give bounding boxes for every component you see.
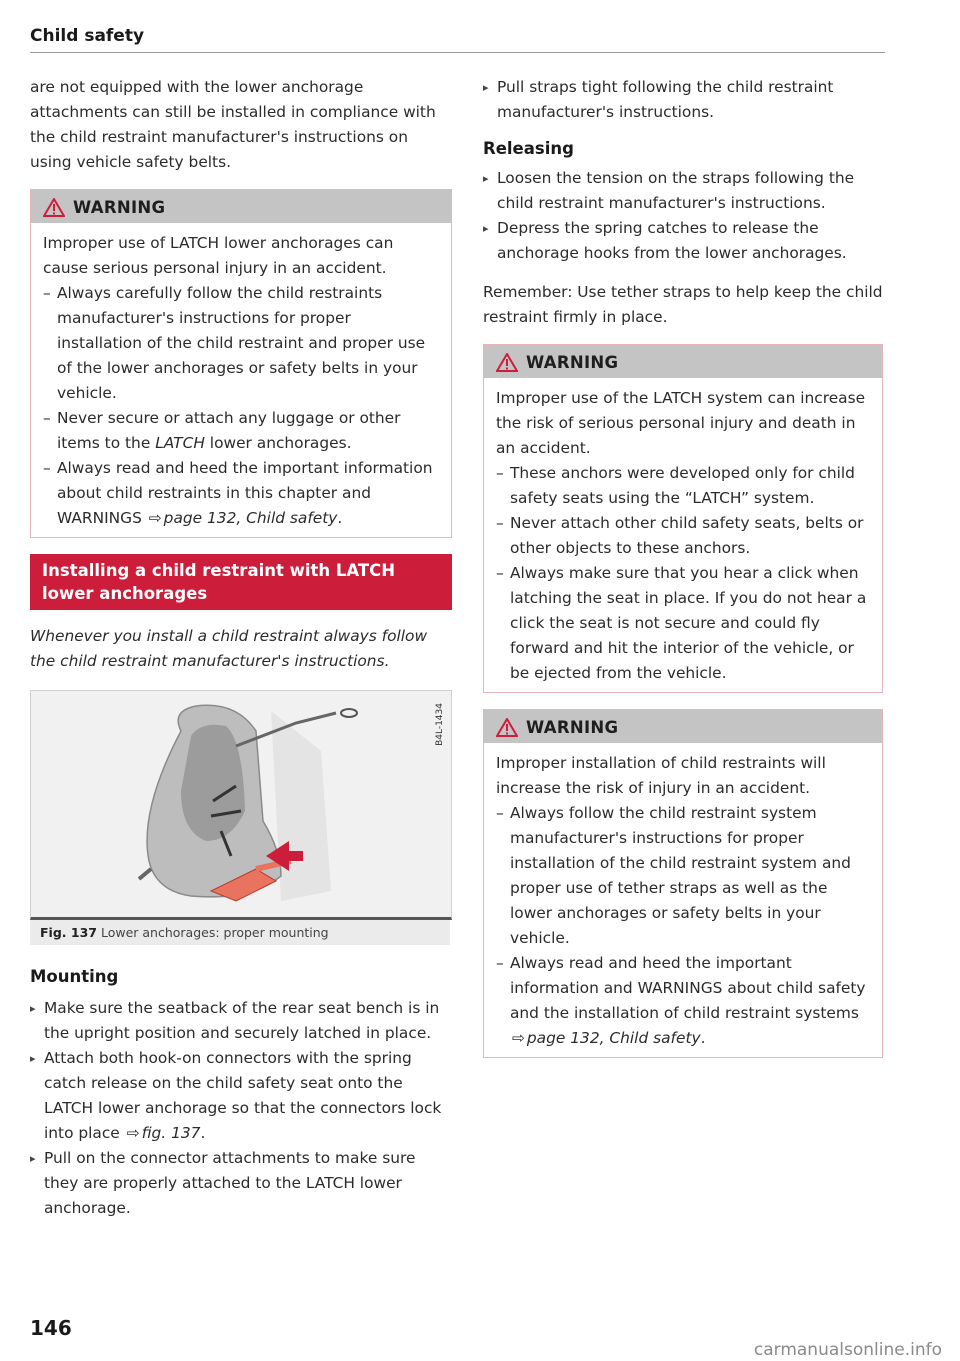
warning-box-1 (30, 189, 452, 538)
step-item: ▸ Pull straps tight following the child restraint manufacturer's instructions. (483, 75, 883, 125)
remember-note: Remember: Use tether straps to help keep the child restraint firmly in place. (483, 283, 883, 326)
page-number: 146 (30, 1316, 72, 1340)
page-reference-link[interactable]: page 132, Child safety (526, 1029, 701, 1047)
continued-paragraph: are not equipped with the lower anchorage attachments can still be installed in compliance with the child restraint manufacturer's instructions on using vehicle safety belts. (30, 78, 436, 171)
mounting-steps-continued (483, 75, 883, 125)
step-item: ▸ Pull on the connector attachments to make sure they are properly attached to the LATCH lower anchorage. (30, 1146, 452, 1221)
warning-triangle-icon (43, 198, 65, 217)
warning-item: – Never attach other child safety seats, belts or other objects to these anchors. (496, 514, 864, 557)
figure-caption (30, 920, 450, 945)
figure-number: Fig. 137 (40, 925, 97, 940)
figure-137 (30, 690, 452, 920)
warning-item: – Never secure or attach any luggage or other items to the LATCH lower anchorages. (43, 409, 401, 452)
warning-triangle-icon (496, 718, 518, 737)
warning-list (496, 801, 870, 1051)
warning-list (43, 281, 439, 531)
section-title-banner: Installing a child restraint with LATCH lower anchorages (30, 554, 452, 610)
section-intro: Whenever you install a child restraint always follow the child restraint manufacturer's instructions. (30, 627, 428, 670)
watermark: carmanualsonline.info (753, 1340, 942, 1360)
warning-title: WARNING (73, 198, 166, 217)
warning-list (496, 461, 870, 686)
warning-item: – Always make sure that you hear a click when latching the seat in place. If you do not hear a click the seat is not secure and could fly forward and hit the interior of the vehicle, or be ejected from the vehicle. (496, 564, 867, 682)
warning-title: WARNING (526, 718, 619, 737)
warning-header (484, 710, 882, 743)
step-item: ▸ Attach both hook-on connectors with the spring catch release on the child safety seat onto the LATCH lower anchorage so that the connectors lock into place ⇨ fig. 137. (30, 1046, 452, 1146)
bullet-arrow-icon: ▸ (30, 1002, 36, 1015)
warning-item: – Always read and heed the important information about child restraints in this chapter and WARNINGS ⇨ page 132, Child safety. (43, 456, 439, 531)
right-column (483, 75, 883, 1074)
page-reference-link[interactable]: page 132, Child safety (163, 509, 338, 527)
step-item: ▸ Depress the spring catches to release the anchorage hooks from the lower anchorages. (483, 216, 883, 266)
figure-id: B4L-1434 (435, 703, 445, 746)
header-rule (30, 52, 885, 53)
page-header-title: Child safety (30, 26, 145, 46)
left-column (30, 75, 452, 1221)
reference-arrow-icon: ⇨ (126, 1124, 140, 1142)
releasing-steps (483, 166, 883, 266)
bullet-arrow-icon: ▸ (30, 1052, 36, 1065)
warning-box-2 (483, 344, 883, 693)
warning-item: – Always carefully follow the child restraints manufacturer's instructions for proper installation of the child restraint and proper use of the lower anchorages or safety belts in your vehicle. (43, 284, 426, 402)
warning-item: – These anchors were developed only for child safety seats using the “LATCH” system. (496, 464, 855, 507)
warning-item: – Always follow the child restraint system manufacturer's instructions for proper installation of the child restraint system and proper use of tether straps as well as the lower anchorages or safety belts in your vehicle. (496, 804, 851, 947)
figure-reference-link[interactable]: fig. 137 (141, 1124, 201, 1142)
bullet-arrow-icon: ▸ (30, 1152, 36, 1165)
warning-triangle-icon (496, 353, 518, 372)
figure-caption-text: Lower anchorages: proper mounting (100, 925, 329, 940)
warning-header (31, 190, 451, 223)
warning-intro: Improper use of the LATCH system can increase the risk of serious personal injury and death in an accident. (496, 389, 866, 457)
step-item: ▸ Make sure the seatback of the rear seat bench is in the upright position and securely latched in place. (30, 996, 452, 1046)
warning-header (484, 345, 882, 378)
warning-item: – Always read and heed the important information and WARNINGS about child safety and the installation of child restraint systems ⇨ page 132, Child safety. (496, 951, 870, 1051)
mounting-steps (30, 996, 452, 1221)
warning-box-3 (483, 709, 883, 1058)
step-item: ▸ Loosen the tension on the straps following the child restraint manufacturer's instructions. (483, 166, 883, 216)
bullet-arrow-icon: ▸ (483, 81, 489, 94)
warning-title: WARNING (526, 353, 619, 372)
child-seat-illustration (31, 691, 451, 917)
reference-arrow-icon: ⇨ (148, 509, 162, 527)
bullet-arrow-icon: ▸ (483, 172, 489, 185)
warning-intro: Improper installation of child restraints will increase the risk of injury in an accident. (496, 754, 826, 797)
bullet-arrow-icon: ▸ (483, 222, 489, 235)
releasing-heading: Releasing (483, 139, 574, 158)
mounting-heading: Mounting (30, 967, 119, 986)
warning-intro: Improper use of LATCH lower anchorages can cause serious personal injury in an accident. (43, 234, 394, 277)
reference-arrow-icon: ⇨ (512, 1029, 525, 1047)
